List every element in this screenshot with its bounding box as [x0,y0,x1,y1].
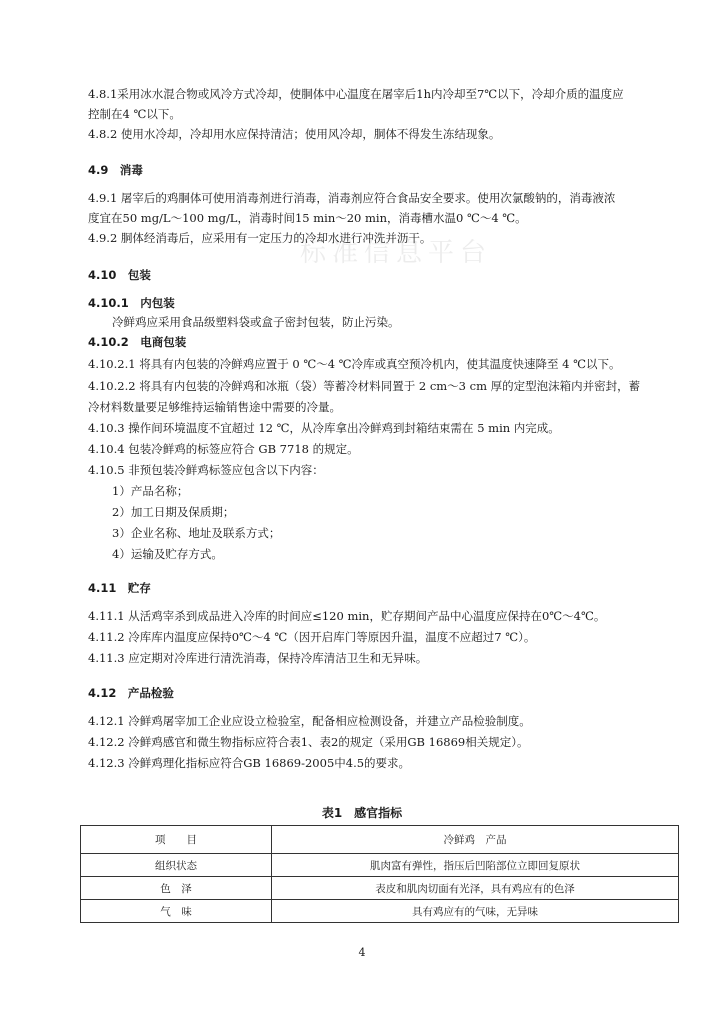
table1-caption: 表1 感官指标 [321,806,403,820]
table-cell: 表皮和肌肉切面有光泽，具有鸡应有的色泽 [272,877,679,900]
table-cell: 组织状态 [81,854,272,877]
clause-4-8-1-line2: 控制在4 ℃以下。 [88,107,181,121]
clause-4-8-2: 4.8.2 使用水冷却，冷却用水应保持清洁；使用风冷却，胴体不得发生冻结现象。 [88,127,501,141]
table-header-row [81,826,679,854]
sensory-index-table [80,825,679,923]
clause-4-12-3: 4.12.3 冷鲜鸡理化指标应符合GB 16869-2005中4.5的要求。 [88,756,411,770]
clause-4-10-4: 4.10.4 包装冷鲜鸡的标签应符合 GB 7718 的规定。 [88,442,359,456]
heading-4-10-1: 4.10.1 内包装 [88,296,175,310]
clause-4-9-1-line2: 度宜在50 mg/L～100 mg/L，消毒时间15 min～20 min，消毒槽水温0 ℃～4 ℃。 [88,211,527,225]
table-cell: 气 味 [81,900,272,923]
list-item: 3）企业名称、地址及联系方式； [112,526,281,540]
clause-4-12-2: 4.12.2 冷鲜鸡感官和微生物指标应符合表1、表2的规定（采用GB 16869相关规定）。 [88,735,529,749]
table-cell: 色 泽 [81,877,272,900]
clause-4-9-1-line1: 4.9.1 屠宰后的鸡胴体可使用消毒剂进行消毒，消毒剂应符合食品安全要求。使用次氯酸钠的，消毒液浓 [88,191,616,205]
clause-4-11-1: 4.11.1 从活鸡宰杀到成品进入冷库的时间应≤120 min，贮存期间产品中心温度应保持在0℃～4℃。 [88,609,606,623]
list-item: 4）运输及贮存方式。 [112,547,223,561]
clause-4-12-1: 4.12.1 冷鲜鸡屠宰加工企业应设立检验室，配备相应检测设备，并建立产品检验制度。 [88,714,531,728]
clause-4-10-2-1: 4.10.2.1 将具有内包装的冷鲜鸡应置于 0 ℃～4 ℃冷库或真空预冷机内，使其温度快速降至 4 ℃以下。 [88,357,621,371]
heading-4-11: 4.11 贮存 [88,581,151,595]
clause-4-11-3: 4.11.3 应定期对冷库进行清洗消毒，保持冷库清洁卫生和无异味。 [88,651,428,665]
clause-4-10-1: 冷鲜鸡应采用食品级塑料袋或盒子密封包装，防止污染。 [112,315,400,329]
heading-4-10: 4.10 包装 [88,268,151,282]
table-row [81,854,679,877]
table-cell: 具有鸡应有的气味，无异味 [272,900,679,923]
clause-4-8-1-line1: 4.8.1采用冰水混合物或风冷方式冷却，使胴体中心温度在屠宰后1h内冷却至7℃以下，冷却介质的温度应 [88,87,624,101]
table-header-cell: 冷鲜鸡 产品 [272,826,679,854]
heading-4-12: 4.12 产品检验 [88,686,174,700]
table-cell: 肌肉富有弹性，指压后凹陷部位立即回复原状 [272,854,679,877]
clause-4-10-2-2-line1: 4.10.2.2 将具有内包装的冷鲜鸡和冰瓶（袋）等蓄冷材料同置于 2 cm～3 cm 厚的定型泡沫箱内并密封，蓄 [88,379,641,393]
clause-4-10-2-2-line2: 冷材料数量要足够维持运输销售途中需要的冷量。 [88,400,341,414]
clause-4-10-5: 4.10.5 非预包装冷鲜鸡标签应包含以下内容： [88,463,324,477]
table-row [81,877,679,900]
watermark: 标准信息平台 [300,238,493,268]
clause-4-9-2: 4.9.2 胴体经消毒后，应采用有一定压力的冷却水进行冲洗并沥干。 [88,231,432,245]
heading-4-9: 4.9 消毒 [88,163,143,177]
table-row [81,900,679,923]
list-item: 2）加工日期及保质期； [112,505,235,519]
table-header-cell: 项 目 [81,826,272,854]
list-item: 1）产品名称； [112,484,189,498]
heading-4-10-2: 4.10.2 电商包装 [88,335,187,349]
clause-4-10-3: 4.10.3 操作间环境温度不宜超过 12 ℃，从冷库拿出冷鲜鸡到封箱结束需在 5 min 内完成。 [88,421,560,435]
page-number: 4 [358,946,366,959]
clause-4-11-2: 4.11.2 冷库库内温度应保持0℃～4 ℃（因开启库门等原因升温，温度不应超过7 ℃）。 [88,630,536,644]
